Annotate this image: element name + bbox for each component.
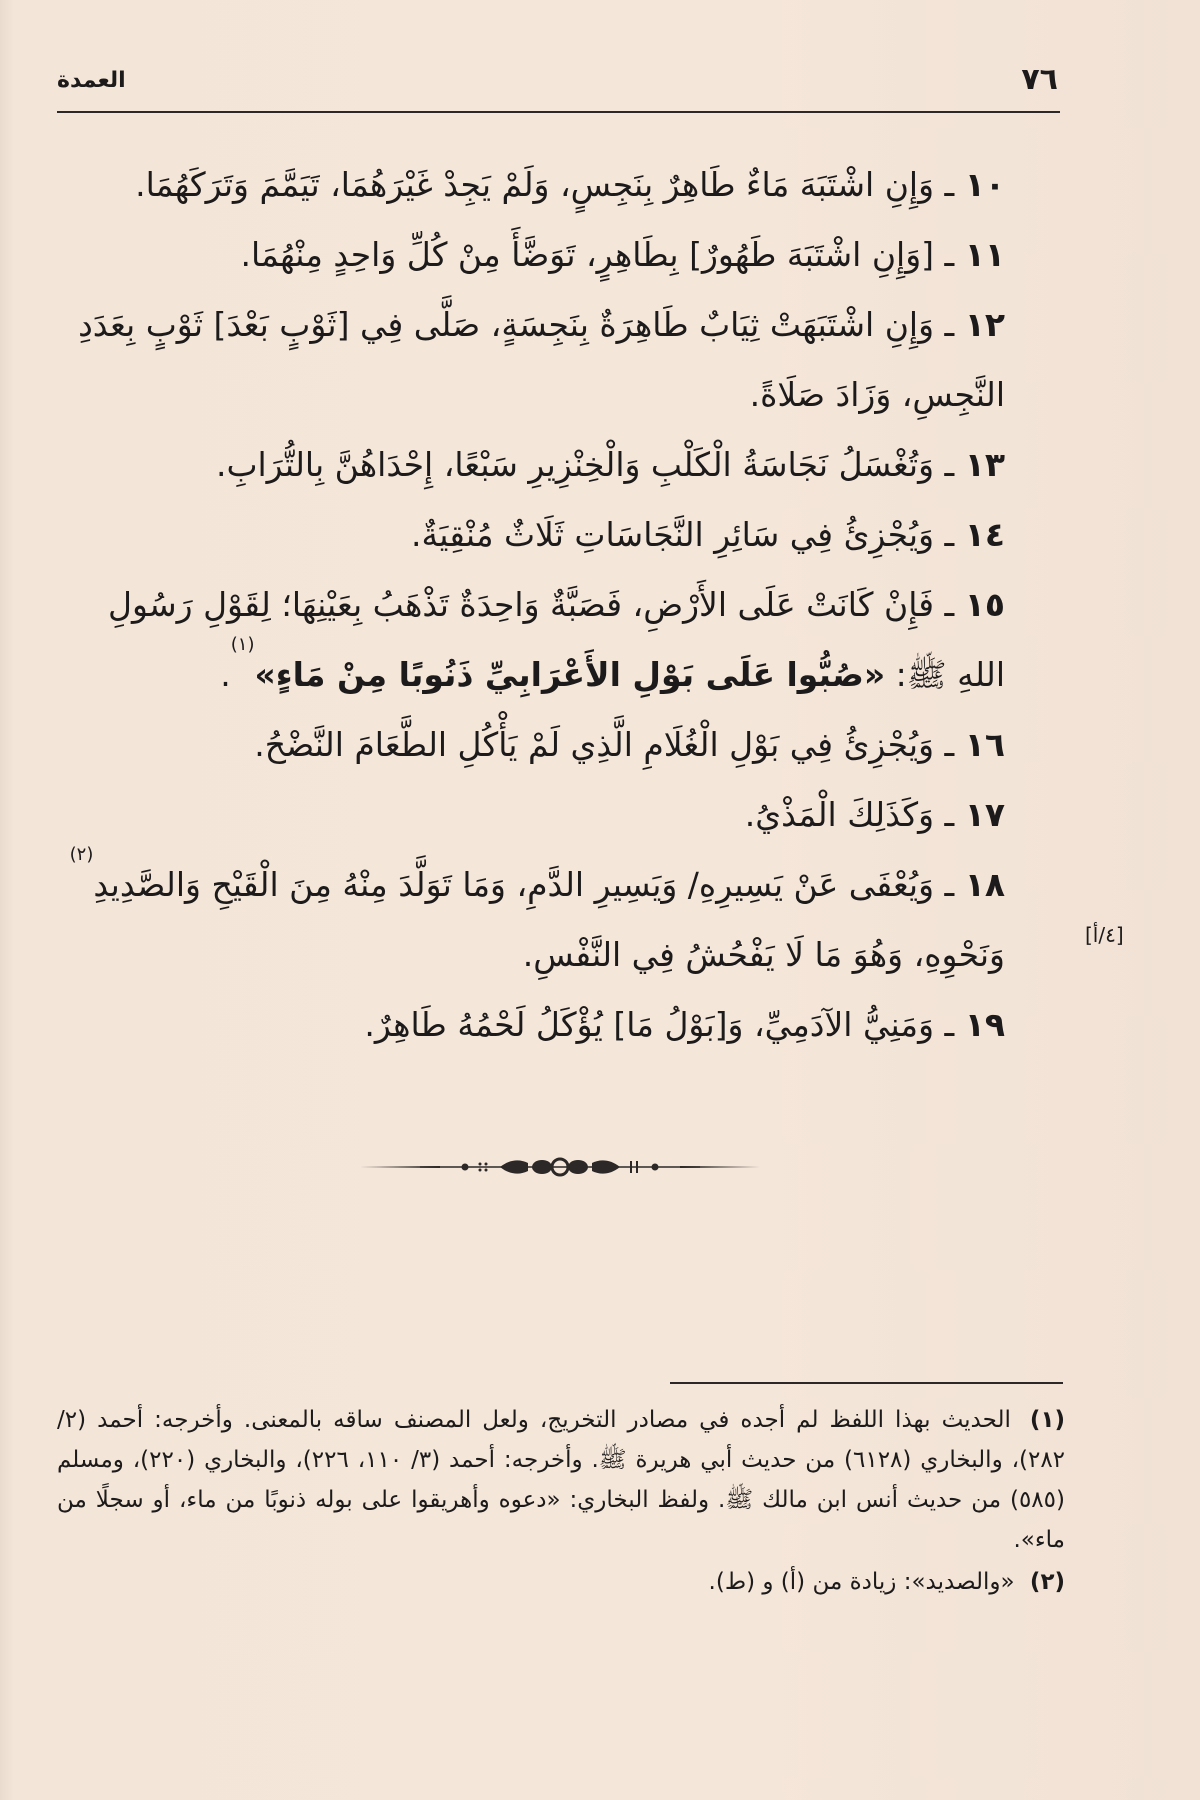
footnote-ref-2[interactable]: (٢) (69, 844, 94, 865)
clause-13: ١٣ ـ وَتُغْسَلُ نَجَاسَةُ الْكَلْبِ وَالْخِنْزِيرِ سَبْعًا، إِحْدَاهُنَّ بِالتُّرَابِ. (215, 445, 1005, 484)
page-number: ٧٦ (1021, 62, 1058, 97)
clause-14: ١٤ ـ وَيُجْزِئُ فِي سَائِرِ النَّجَاسَاتِ ثَلَاثٌ مُنْقِيَةٌ. (411, 515, 1005, 554)
clause-10: ١٠ ـ وَإِنِ اشْتَبَهَ مَاءٌ طَاهِرٌ بِنَجِسٍ، وَلَمْ يَجِدْ غَيْرَهُمَا، تَيَمَّمَ وَتَرَكَهُمَا. (135, 165, 1005, 204)
clause-17: ١٧ ـ وَكَذَلِكَ الْمَذْيُ. (744, 795, 1005, 834)
page-header (57, 62, 1060, 102)
clause-12: ١٢ ـ وَإِنِ اشْتَبَهَتْ ثِيَابٌ طَاهِرَةٌ بِنَجِسَةٍ، صَلَّى فِي [ثَوْبٍ بَعْدَ] ثَوْبٍ بِعَدَدِ النَّجِسِ، وَزَادَ صَلَاةً. (78, 305, 1005, 414)
clause-18: ١٨ ـ وَيُعْفَى عَنْ يَسِيرِهِ/ وَيَسِيرِ الدَّمِ، وَمَا تَوَلَّدَ مِنْهُ مِنَ الْقَيْحِ وَالصَّدِيدِ$^{(٢)}$ وَنَحْوِهِ، وَهُوَ مَا لَا يَفْحُشُ فِي النَّفْسِ. (69, 844, 1005, 974)
clause-11: ١١ ـ [وَإِنِ اشْتَبَهَ طَهُورٌ] بِطَاهِرٍ، تَوَضَّأَ مِنْ كُلِّ وَاحِدٍ مِنْهُمَا. (240, 235, 1005, 274)
clause-16: ١٦ ـ وَيُجْزِئُ فِي بَوْلِ الْغُلَامِ الَّذِي لَمْ يَأْكُلِ الطَّعَامَ النَّضْحُ. (254, 725, 1005, 764)
ornament-divider-icon (360, 1155, 760, 1179)
clause-15: ١٥ ـ فَإِنْ كَانَتْ عَلَى الأَرْضِ، فَصَبَّةٌ وَاحِدَةٌ تَذْهَبُ بِعَيْنِهَا؛ لِقَوْلِ رَسُولِ اللهِ ﷺ: «صُبُّوا عَلَى بَوْلِ الأَعْرَابِيِّ ذَنُوبًا مِنْ مَاءٍ»$^{(١)}$. (107, 585, 1005, 694)
footnote-1: (١) الحديث بهذا اللفظ لم أجده في مصادر التخريج، ولعل المصنف ساقه بالمعنى. وأخرجه: أحمد (٢/ ٢٨٢)، والبخاري (٦١٢٨) من حديث أبي هريرة ﷺ. وأخرجه: أحمد (٣/ ١١٠، ٢٢٦)، والبخاري (٢٢٠)، ومسلم (٥٨٥) من حديث أنس ابن مالك ﷺ. ولفظ البخاري: «دعوه وأهريقوا على بوله ذنوبًا من ماء، أو سجلًا من ماء». (57, 1407, 1066, 1553)
manuscript-folio-marker: [٤/أ] (1085, 923, 1124, 947)
footnote-rule (670, 1382, 1063, 1384)
footnotes (57, 1400, 1065, 1604)
header-rule (57, 111, 1060, 113)
footnote-2: (٢) «والصديد»: زيادة من (أ) و (ط). (708, 1569, 1065, 1595)
main-text (57, 150, 1005, 1060)
running-title: العمدة (57, 68, 126, 93)
footnote-ref-1[interactable]: (١) (230, 634, 255, 655)
hadith-quote: «صُبُّوا عَلَى بَوْلِ الأَعْرَابِيِّ ذَنُوبًا مِنْ مَاءٍ» (254, 655, 886, 694)
clause-19: ١٩ ـ وَمَنِيُّ الآدَمِيِّ، وَ[بَوْلُ مَا] يُؤْكَلُ لَحْمُهُ طَاهِرٌ. (364, 1005, 1005, 1044)
